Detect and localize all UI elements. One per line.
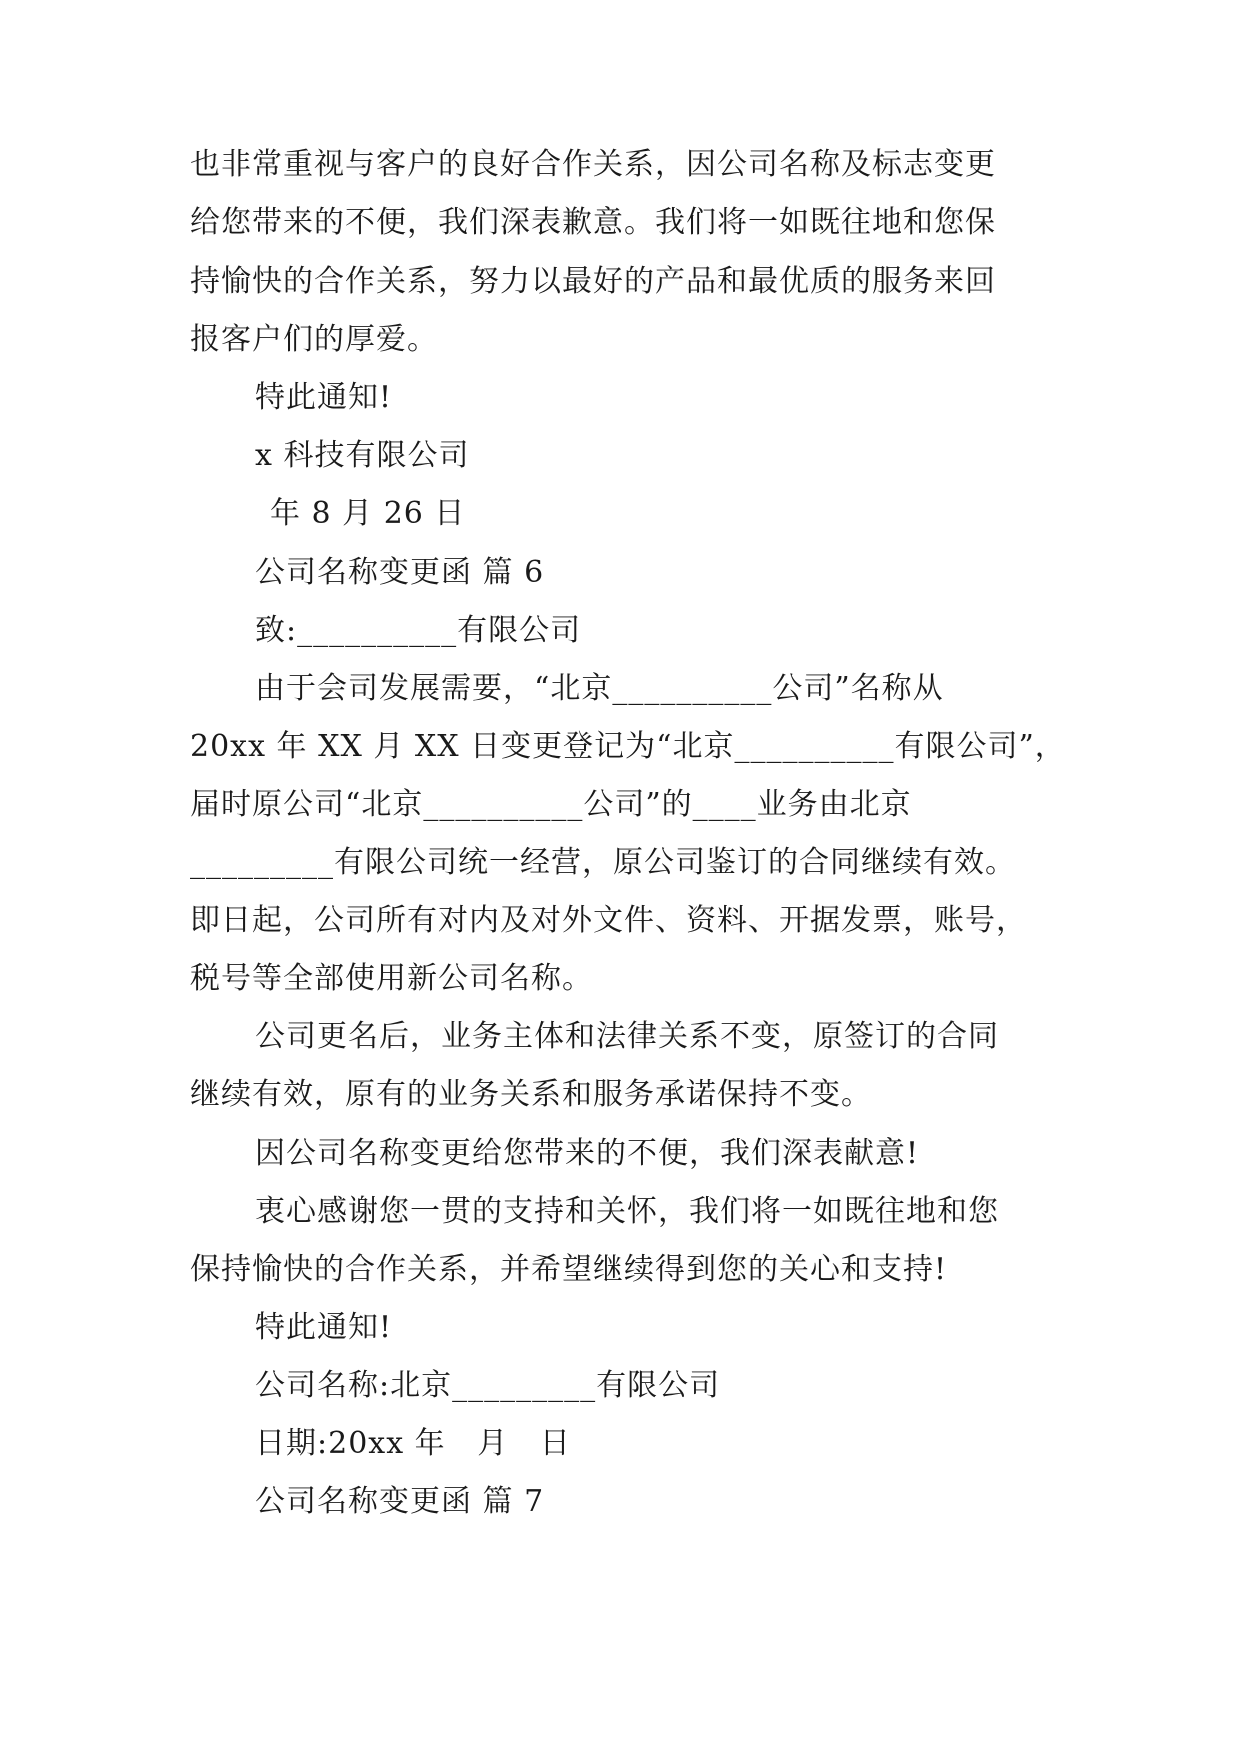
notice-closing: 特此通知! [255, 380, 393, 415]
section-heading: 公司名称变更函 篇 6 [255, 555, 545, 590]
paragraph-line: 报客户们的厚爱。 [190, 322, 438, 357]
paragraph-line: 20xx 年 XX 月 XX 日变更登记为“北京__________有限公司”， [190, 729, 1066, 764]
paragraph-line: 保持愉快的合作关系，并希望继续得到您的关心和支持! [190, 1252, 948, 1287]
paragraph-line: 届时原公司“北京__________公司”的____业务由北京 [190, 787, 912, 822]
paragraph-line: 给您带来的不便，我们深表歉意。我们将一如既往地和您保 [190, 205, 996, 240]
paragraph-line: 衷心感谢您一贯的支持和关怀，我们将一如既往地和您 [255, 1194, 999, 1229]
notice-closing: 特此通知! [255, 1310, 393, 1345]
paragraph-line: 继续有效，原有的业务关系和服务承诺保持不变。 [190, 1077, 872, 1112]
paragraph-line: 即日起，公司所有对内及对外文件、资料、开据发票，账号， [190, 903, 1027, 938]
paragraph-line: 由于会司发展需要，“北京__________公司”名称从 [255, 671, 944, 706]
paragraph-line: _________有限公司统一经营，原公司鉴订的合同继续有效。 [190, 845, 1016, 880]
paragraph-line: 因公司名称变更给您带来的不便，我们深表献意! [255, 1136, 920, 1171]
section-heading: 公司名称变更函 篇 7 [255, 1484, 545, 1519]
paragraph-line: 持愉快的合作关系，努力以最好的产品和最优质的服务来回 [190, 264, 996, 299]
paragraph-line: 也非常重视与客户的良好合作关系，因公司名称及标志变更 [190, 147, 996, 182]
paragraph-line: 税号等全部使用新公司名称。 [190, 961, 593, 996]
signature-date: 年 8 月 26 日 [270, 496, 466, 531]
date-line: 日期:20xx 年 月 日 [255, 1426, 571, 1461]
company-signature: x 科技有限公司 [255, 438, 470, 473]
recipient-line: 致:__________有限公司 [255, 613, 582, 648]
company-name-line: 公司名称:北京_________有限公司 [255, 1368, 721, 1403]
paragraph-line: 公司更名后，业务主体和法律关系不变，原签订的合同 [255, 1019, 999, 1054]
